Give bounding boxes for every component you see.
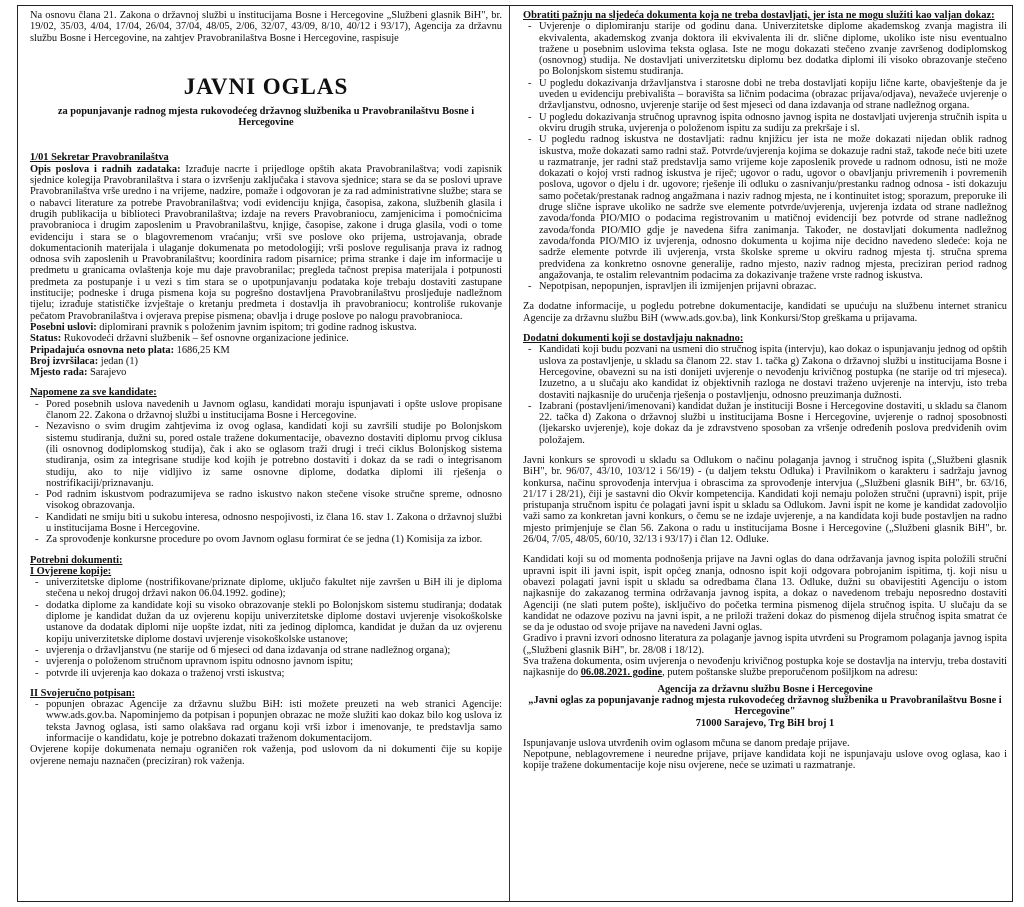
list-item: - Nezavisno o svim drugim zahtjevima iz ovog oglasa, kandidati koji su završili studije po Bolonjskom sistemu studiranja, dužni su, pored ostale tražene dokumentacije, obavezno dostaviti diplomu prvog ciklusa (ili osnovnog dodiplomskog studija), čak i ako se oglasom traži drugi i treći ciklus Bolonjskog sistema studiranja, osim za integrisane studije kod kojih je potrebno dostaviti i dokaz da se radi o integrisanom studiju, ako to nije vidljivo iz same osnovne diplome, dodatka diplomi ili rješenja o nostrifikaciji/priznavanju.	[46, 421, 502, 489]
address-line-3: 71000 Sarajevo, Trg BiH broj 1	[695, 717, 835, 729]
list-item: - Izabrani (postavljeni/imenovani) kandidat dužan je instituciji Bosne i Hercegovine dostaviti, u skladu sa članom 22. tačka d) Zakona o državnoj službi u institucijama Bosne i Hercegovine, uvjerenje o radnoj sposobnosti (ljekarsko uvjerenje), koje dokaz da je zdravstveno sposoban za vršenje određenih poslova predviđenih ovim položajem.	[539, 401, 1007, 446]
list-item: - potvrde ili uvjerenja kao dokaza o traženoj vrsti iskustva;	[46, 668, 502, 679]
list-item: - Kandidati ne smiju biti u sukobu interesa, odnosno nespojivosti, iz člana 16. stav 1. Zakona o državnoj službi u institucijama Bosne i Hercegovine.	[46, 512, 502, 535]
deadline-text-before: Sva tražena dokumenta, osim uvjerenja o nevođenju krivičnog postupka koje se dostavlja na intervju, treba dostaviti najkasnije do	[523, 656, 1007, 679]
list-item: - uvjerenja o položenom stručnom upravnom ispitu odnosno javnom ispitu;	[46, 656, 502, 667]
list-item: - Pored posebnih uslova navedenih u Javnom oglasu, kandidati moraju ispunjavati i opšte uslove propisane članom 22. Zakona o državnoj službi u institucijama Bosne i Hercegovine.	[46, 399, 502, 422]
salary-label: Pripadajuća osnovna neto plata:	[30, 344, 175, 356]
notes-heading: Napomene za sve kandidate:	[30, 387, 157, 399]
deadline-text-after: , putem poštanske službe preporučenom pošiljkom na adresu:	[662, 667, 918, 679]
gradivo-paragraph: Gradivo i pravni izvori odnosno literatura za polaganje javnog ispita utvrđeni su Programom polaganja javnog ispita („Službeni glasnik BiH", br. 28/08 i 18/12).	[523, 633, 1007, 656]
right-column	[523, 10, 1007, 772]
attention-list	[523, 21, 1007, 292]
status-label: Status:	[30, 333, 62, 345]
column-divider	[509, 6, 510, 902]
intro-paragraph: Na osnovu člana 21. Zakona o državnoj službi u institucijama Bosne i Hercegovine „Službeni glasnik BiH", br. 19/02, 35/03, 4/04, 17/04, 26/04, 37/04, 48/05, 2/06, 32/07, 43/09, 8/10, 40/12 i 93/17), Agencija za državnu službu Bosne i Hercegovine, na zahtjev Pravobranilaštva Bosne i Hercegovine, raspisuje	[30, 10, 502, 44]
notes-list	[30, 399, 502, 546]
list-item: - Nepotpisan, nepopunjen, ispravljen ili izmijenjen prijavni obrazac.	[539, 281, 1007, 292]
location	[30, 367, 502, 378]
list-item: - popunjen obrazac Agencije za državnu službu BiH: isti možete preuzeti na web stranici Agencije: www.ads.gov.ba. Napominjemo da potpisan i popunjen obrazac ne može služiti kao dokaz bilo kog uslova iz teksta Javnog oglasa, isti samo olakšava rad organu koji vrši izbor i imenovanje, te predstavlja samo informacije o kandidatu, koje je potrebno dokazati traženom dokumentacijom.	[46, 699, 502, 744]
additional-docs-heading: Dodatni dokumenti koji se dostavljaju naknadno:	[523, 333, 744, 345]
list-item: - dodatka diplome za kandidate koji su visoko obrazovanje stekli po Bolonjskom sistemu studiranja; dodatak diplome je kandidat dužan da uz ovjerenu kopiju univerzitetske diplome dostavi uvjerenje visokoškolske ustanove da dodatak diplomi nije uopšte izdat, niti za jedinog diplomca, kandidat je dužan da uz ovjerenu kopiju univerzitetske diplome dostavi uvjerenje visokoškolske ustanove;	[46, 600, 502, 645]
executors-text: jedan (1)	[98, 355, 139, 367]
status-text: Rukovodeći državni službenik – šef osnovne organizacione jedinice.	[61, 333, 349, 345]
candidates-paragraph: Kandidati koji su od momenta podnošenja prijave na Javni oglas do dana održavanja javnog ispita položili stručni upravni ispit ili javni ispit, ispit općeg znanja, odnosno ispit koji odgovara pobrojanim ispitima, tj. koji nisu u obavezi polagati javni ispit u skladu sa odredbama člana 13. Odluke, dužni su obavijestiti Agenciju o istom najkasnije do zakazanog termina održavanja javnog ispita, a dokaz o navedenom trebaju neposredno dostaviti Agenciji (ne slati putem pošte), isključivo do početka termina pismenog dijela stručnog ispita. U slučaju da se kandidat ne odazove pozivu na javni ispit, a ne priloži traženi dokaz do pismenog dijela stručnog ispita smatrat će se da je odustao od svoje prijave na navedeni Javni oglas.	[523, 554, 1007, 634]
closing-line-2: Nepotpune, neblagovremene i neuredne prijave, prijave kandidata koji ne ispunjavaju uslove ovog oglasa, kao i kopije tražene dokumentacije koje nisu ovjerene, neće se uzimati u razmatranje.	[523, 749, 1007, 772]
additional-docs-list	[523, 344, 1007, 446]
attention-heading: Obratiti pažnju na sljedeća dokumenta koja ne treba dostavljati, jer ista ne mogu služiti kao valjan dokaz:	[523, 10, 995, 21]
list-item: - Pod radnim iskustvom podrazumijeva se radno iskustvo nakon stečene visoke stručne spreme, odnosno visokog obrazovanja.	[46, 489, 502, 512]
list-item: - uvjerenja o državljanstvu (ne starije od 6 mjeseci od dana izdavanja od strane nadležnog organa);	[46, 645, 502, 656]
page-subtitle: za popunjavanje radnog mjesta rukovodećeg državnog službenika u Pravobranilaštvu Bosne i Hercegovine	[57, 105, 475, 129]
info-paragraph: Za dodatne informacije, u pogledu potrebne dokumentacije, kandidati se upućuju na službenu internet stranicu Agencije za državnu službu BiH (www.ads.gov.ba), link Konkursi/Stop greškama u prijavama.	[523, 301, 1007, 324]
signed-docs-list	[30, 699, 502, 744]
executors-label: Broj izvršilaca:	[30, 355, 99, 367]
left-column	[30, 10, 502, 767]
procedure-paragraph: Javni konkurs se sprovodi u skladu sa Odlukom o načinu polaganja javnog i stručnog ispita („Službeni glasnik BiH", br. 96/07, 43/10, 103/12 i 56/19) - (u daljem tekstu Odluka) i Pravilnikom o karakteru i sadržaju javnog konkursa, načinu sprovođenja intervjua i obrascima za sprovođenje intervjua („Službeni glasnik BiH", br. 63/16, 21/17 i 28/21), čiji je sastavni dio Okvir kompetencija. Kandidati koji nemaju položen stručni (upravni) ispit, prije pristupanja stručnom ispitu će polagati javni ispit u skladu sa Odlukom. Javni ispit ne kome je kandidat zadovoljio važi samo za konkretan javni konkurs, o čemu se ne izdaje uvjerenje, a na kandidata koji bude postavljen na radno mjesto primjenjuje se član 56. Zakona o radu u institucijama Bosne i Hercegovine („Službeni glasnik BiH", br. 26/04, 7/05, 48/05, 60/10, 32/13 i 93/17) i član 12. Odluke.	[523, 454, 1007, 546]
deadline-date: 06.08.2021. godine	[580, 667, 663, 679]
duties-label: Opis poslova i radnih zadataka:	[30, 163, 181, 175]
location-label: Mjesto rada:	[30, 367, 88, 379]
closing-line-1: Ispunjavanje uslova utvrđenih ovim oglasom mčuna se danom predaje prijave.	[523, 737, 850, 749]
docs-footer: Ovjerene kopije dokumenata nemaju ograničen rok važenja, pod uslovom da ni dokumenti čije su kopije ovjerene nemaju naznačen (preciziran) rok važenja.	[30, 744, 502, 767]
location-text: Sarajevo	[87, 367, 127, 379]
salary	[30, 345, 502, 356]
salary-text: 1686,25 KM	[174, 344, 230, 356]
page-title: JAVNI OGLAS	[183, 73, 349, 99]
list-item: - U pogledu dokazivanja stručnog upravnog ispita odnosno javnog ispita ne dostavljati uvjerenja stručnih ispita u okviru drugih struka, uvjerenja o položenom ispitu za sudiju za prekršaje i sl.	[539, 112, 1007, 135]
list-item: - U pogledu dokazivanja državljanstva i starosne dobi ne treba dostavljati kopiju lične karte, obavještenje da je uveden u evidenciju prebivališta – boravišta sa ličnim podacima (obrazac prijava/odjava), nevažeće uvjerenje o državljanstvu, odnosno, uvjerenje starije od šest mjeseci od dana izdavanja od strane nadležnog organa.	[539, 78, 1007, 112]
list-item: - U pogledu radnog iskustva ne dostavljati: radnu knjižicu jer ista ne može dokazati nijedan oblik radnog iskustva, može dokazati samo radni staž. Potvrde/uvjerenja kojima se dokazuje radni staž, takođe neće biti uzete u razmatranje, jer radni staž predstavlja samo vrijeme koje zaposlenik provede u radnom odnosu, isti ne može dokazati o kojoj vrsti radnog iskustva je riječ; ugovor o radu, ugovor o obavljanju privremenih i povremenih poslova, ugovor o djelu i dr. ugovore; rješenje ili odluku o zasnivanju/prestanku radnog odnosa - isti dokazuju samo početak/prestanak radnog angažmana i naziv radnog mjesta, ne i kontinuitet istog; sporazum, preporuke ili druge slične isprave ukoliko ne sadrže sve elemente potvrde/uvjerenja, uvjerenja izdata od strane nadležnog zavoda/fonda PIO/MIO o podacima registrovanim u matičnoj evidenciji bez potvrde od strane nadležnog zavoda/fonda PIO/MIO gdje je navedena šifra zanimanja. Također, ne dostavljati dokumenta nadležnog zavoda/fonda PIO/MIO iz uvjerenja, odnosno dokumenta u kojima nije decidno navedeno sledeće: koja ne sadrže elemente potvrde ili uvjerenja, vrsta školske spreme u okviru radnog mjesta tj. stručna sprema predviđena za konkretno osnovne generalije, radno mjesto, naziv radnog mjesta, preciziran period radnog angažovanja, te ostalim relevantnim podacima za dokazivanje tražene vrste radnog iskustva.	[539, 134, 1007, 281]
list-item: - univerzitetske diplome (nostrifikovane/priznate diplome, uključo fakultet nije završen u BiH ili je diploma stečena u nekoj drugoj državi nakon 06.04.1992. godine);	[46, 577, 502, 600]
list-item: - Za sprovođenje konkursne procedure po ovom Javnom oglasu formirat će se jedna (1) Komisija za izbor.	[46, 534, 502, 545]
certified-docs-list	[30, 577, 502, 679]
conditions-text: diplomirani pravnik s položenim javnim ispitom; tri godine radnog iskustva.	[96, 321, 417, 333]
position-heading: 1/01 Sekretar Pravobranilaštva	[30, 152, 169, 164]
address-line-1: Agencija za državnu službu Bosne i Hercegovine	[657, 683, 873, 695]
list-item: - Kandidati koji budu pozvani na usmeni dio stručnog ispita (intervju), kao dokaz o ispunjavanju jednog od opštih uslova za postavljenje, u skladu sa članom 22. stav 1. tačka g) Zakona o državnoj službi u institucijama Bosne i Hercegovine, obavezni su na isti donijeti uvjerenje o nevođenju krivičnog postupka (ne starije od tri mjeseca). Izuzetno, a u slučaju ako kandidat iz objektivnih razloga ne dostavi traženo uvjerenje na intervju, isto treba dostaviti najkasnije do uručenja rješenja o postavljenju, odnosno preuzimanja dužnosti.	[539, 344, 1007, 400]
duties-paragraph	[30, 164, 502, 322]
docs-heading: Potrebni dokumenti:	[30, 554, 123, 566]
executors	[30, 356, 502, 367]
address-line-2: „Javni oglas za popunjavanje radnog mjesta rukovodećeg državnog službenika u Pravobranilaštvu Bosne i Hercegovine"	[528, 694, 1002, 718]
conditions	[30, 322, 502, 333]
deadline-paragraph	[523, 656, 1007, 679]
duties-text: Izrađuje nacrte i prijedloge opštih akata Pravobranilaštva; vodi zapisnik sjednice kolegija Pravobranilaštva i stara o izvršenju zaključaka i stavova sjednice; stara se da se poslovi uprave Pravobranilaštva vrše uredno i na vrijeme, nadzire, pomaže i odgovoran je za rad administrativne službe; stara se o nabavci literature za potrebe Pravobranilaštva; vodi evidenciju knjiga, časopisa, zakona, službenih glasila i drugih publikacija u biblioteci Pravobranilaštva; izdaje na revers Pravobraniocu, zamjenicima i pomoćnicima pravobranioca i drugim zaposlenim u Pravobranilaštvu, knjige, časopise, zakone i druga glasila, vodi o tome evidenciju i stara se o blagovremenom vraćanju; vrši sve poslove oko prijema, ustrojavanja, obrade dokumentacionih materijala i ulaganje dokumenata po metodologiji; vrši poslove regulisanja prava iz radnog odnosa svih zaposlenih u Pravobranilaštvu; koordinira radom pisarnice; prima stranke i daje im informacije u predmetu u granicama ovlaštenja koje mu daje pravobranilac; pregleda tačnost prepisa materijala i potpunosti predmeta za postupanje i u vezi s tim stara se o upotpunjavanju podataka koje trebaju dostaviti zastupane institucije; podneske i druga pismena koja su pogrešno dostavljena Pravobranilaštvu prosljeđuje nadležnom tijelu; izrađuje statističke izvještaje o kretanju predmeta i dostavlja ih pravobraniocu; kontroliše rukovanje pečatom Pravobranilaštva i ovjerava prepise pismena; obavlja i druge poslove po nalogu pravobranioca.	[30, 163, 502, 322]
conditions-label: Posebni uslovi:	[30, 321, 97, 333]
docs-subheading-signed: II Svojeručno potpisan:	[30, 687, 136, 699]
docs-subheading-certified: I Ovjerene kopije:	[30, 565, 112, 577]
list-item: - Uvjerenje o diplomiranju starije od godinu dana. Univerzitetske diplome akademskog zvanja magistra ili ekvivalenta, akademskog zvanja doktora ili ekvivalenta ili dr. slične diplome, ukoliko iste nisu eventualno tražene u posebnim uslovima teksta oglasa. Iste ne mogu dokazati stečeno zvanje završenog dodiplomskog (osnovnog) studija. Ne dostavljati univerzitetsku diplomu bez dodatka diplomi ili visoko obrazovanje stečeno po Bolonjskom sistemu studiranja.	[539, 21, 1007, 77]
status	[30, 333, 502, 344]
